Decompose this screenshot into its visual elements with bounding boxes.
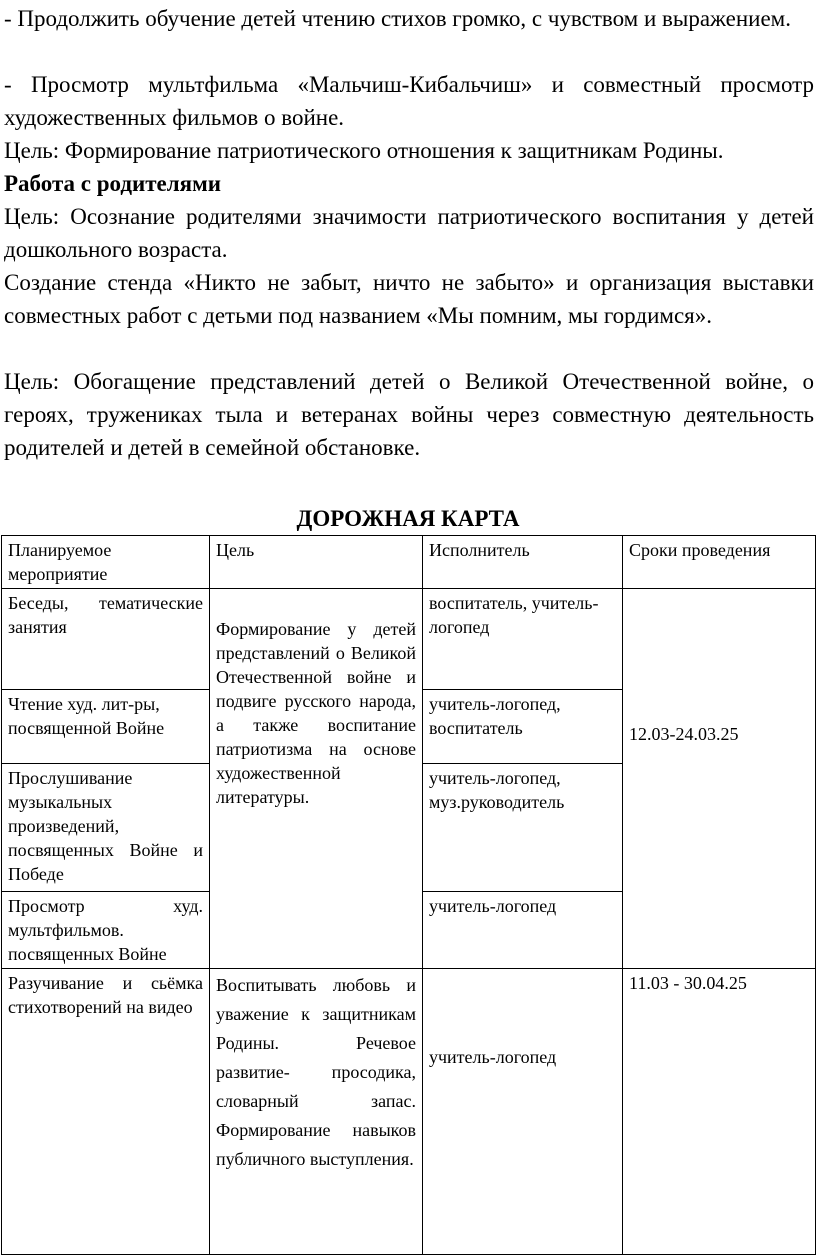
- executor-cell: воспитатель, учитель-логопед: [423, 589, 623, 690]
- event-cell: Чтение худ. лит-ры, посвященной Войне: [2, 690, 210, 764]
- event-cell: Разучивание и сьёмка стихотворений на видео: [2, 969, 210, 1255]
- header-executor: Исполнитель: [423, 536, 623, 589]
- table-row: [2, 969, 816, 1255]
- event-cell: Прослушивание музыкальных произведений, посвященных Войне и Победе: [2, 764, 210, 892]
- executor-cell: учитель-логопед, муз.руководитель: [423, 764, 623, 892]
- header-dates: Сроки проведения: [623, 536, 816, 589]
- dates-cell-group2: 11.03 - 30.04.25: [623, 969, 816, 1255]
- paragraph-goal-parents: Цель: Осознание родителями значимости патриотического воспитания у детей дошкольного возраста.: [4, 204, 814, 262]
- table-row: [2, 589, 816, 690]
- heading-parents: Работа с родителями: [4, 171, 222, 196]
- paragraph-stand: Создание стенда «Никто не забыт, ничто не забыто» и организация выставки совместных работ с детьми под названием «Мы помним, мы гордимся».: [4, 270, 814, 328]
- dates-cell-group1: 12.03-24.03.25: [623, 589, 816, 969]
- roadmap-table: [1, 535, 816, 1255]
- header-event: Планируемое мероприятие: [2, 536, 210, 589]
- executor-cell: учитель-логопед: [423, 892, 623, 969]
- paragraph-goal-enrich: Цель: Обогащение представлений детей о Великой Отечественной войне, о героях, тружениках тыла и ветеранах войны через совместную деятельность родителей и детей в семейной обстановке.: [4, 369, 814, 460]
- event-cell: Просмотр худ. мультфильмов. посвященных Войне: [2, 892, 210, 969]
- paragraph-reading: - Продолжить обучение детей чтению стихов громко, с чувством и выражением.: [4, 6, 791, 31]
- goal-cell-literature: Формирование у детей представлений о Великой Отечественной войне и подвиге русского народа, а также воспитание патриотизма на основе художественной литературы.: [210, 589, 423, 969]
- event-cell: Беседы, тематические занятия: [2, 589, 210, 690]
- paragraph-cartoon: - Просмотр мультфильма «Мальчиш-Кибальчиш» и совместный просмотр художественных фильмов о войне.: [4, 72, 814, 130]
- header-goal: Цель: [210, 536, 423, 589]
- executor-cell: учитель-логопед: [423, 969, 623, 1255]
- goal-cell-love: Воспитывать любовь и уважение к защитникам Родины. Речевое развитие- просодика, словарный запас. Формирование навыков публичного выступления.: [210, 969, 423, 1255]
- paragraph-goal-patriotic: Цель: Формирование патриотического отношения к защитникам Родины.: [4, 138, 724, 163]
- table-header-row: [2, 536, 816, 589]
- executor-cell: учитель-логопед, воспитатель: [423, 690, 623, 764]
- roadmap-title: ДОРОЖНАЯ КАРТА: [296, 506, 520, 531]
